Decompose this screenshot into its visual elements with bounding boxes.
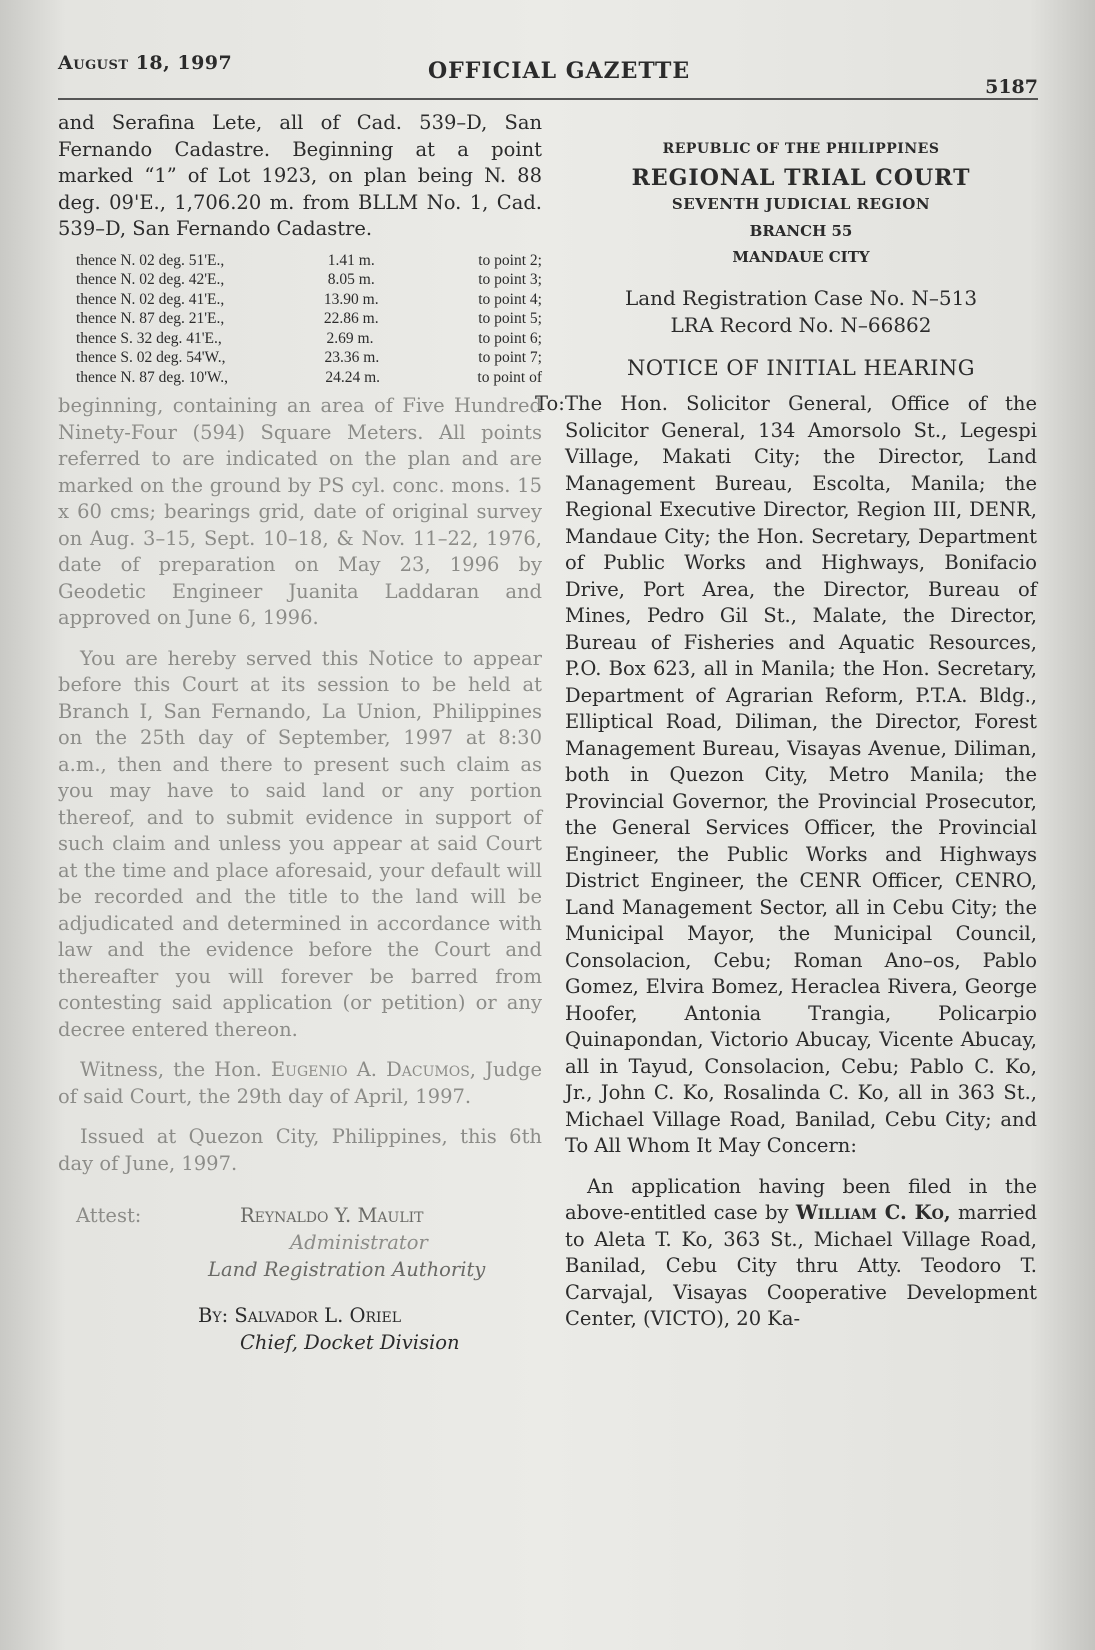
addressees-text: The Hon. Solicitor General, Office of the Solicitor General, 134 Amorsolo St., Legespi Village, Makati City; the Director, Land Management Bureau, Escolta, Manila; the Regional Executive Director, Region III, DENR, Mandaue City; the Hon. Secretary, Department of Public Works and Highways, Bonifacio Drive, Port Area, the Director, Bureau of Mines, Pedro Gil St., Malate, the Director, Bureau of Fisheries and Aquatic Resources, P.O. Box 623, all in Manila; the Hon. Secretary, Department of Agrarian Reform, P.T.A. Bldg., Elliptical Road, Diliman, the Director, Forest Management Bureau, Visayas Avenue, Diliman, both in Quezon City, Metro Manila; the Provincial Governor, the Provincial Prosecutor, the General Services Officer, the Provincial Engineer, the Public Works and Highways District Engineer, the CENR Officer, CENRO, Land Management Sector, all in Cebu City; the Municipal Mayor, the Municipal Council, Consolacion, Cebu; Roman Ano–os, Pablo Gomez, Elvira Bomez, Heraclea Rivera, George Hoofer, Antonia Trangia, Policarpio Quinapondan, Victorio Abucay, Vicente Abucay, all in Tayud, Consolacion, Cebu; Pablo C. Ko, Jr., John C. Ko, Rosalinda C. Ko, all in 363 St., Michael Village Road, Banilad, Cebu City; and To All Whom It May Concern:: [565, 392, 1037, 1157]
signatory-title: Chief, Docket Division: [240, 1331, 460, 1354]
lot-area-description: beginning, containing an area of Five Hundred Ninety-Four (594) Square Meters. All points referred to are indicated on the plan and are marked on the ground by PS cyl. conc. mons. 15 x 60 cms; bearings grid, date of original survey on Aug. 3–15, Sept. 10–18, & Nov. 11–22, 1976, date of preparation on May 23, 1996 by Geodetic Engineer Juanita Laddaran and approved on June 6, 1996.: [58, 394, 542, 629]
bearing-row: [76, 270, 542, 290]
bearing-target: to point 2;: [478, 251, 542, 269]
attestation-block: [58, 1203, 542, 1383]
witness-prefix: Witness, the Hon.: [80, 1058, 262, 1081]
lot-description-opening: and Serafina Lete, all of Cad. 539–D, San Fernando Cadastre. Beginning at a point marked “1” of Lot 1923, on plan being N. 88 deg. 09'E., 1,706.20 m. from BLLM No. 1, Cad. 539–D, San Fernando Cadastre.: [58, 111, 542, 240]
notice-title: NOTICE OF INITIAL HEARING: [626, 355, 976, 380]
bearing-target: to point 5;: [478, 310, 542, 327]
application-prefix: An application having been filed in the above-entitled case by: [565, 1174, 1037, 1224]
header-date: August 18, 1997: [58, 52, 233, 74]
bearing-row: [76, 348, 542, 368]
to-label: To:: [535, 392, 565, 415]
bearing-direction: thence N. 02 deg. 51'E.,: [76, 251, 225, 269]
city-line: MANDAUE CITY: [732, 248, 870, 266]
lra-record: LRA Record No. N–66862: [670, 312, 932, 337]
bearing-target: to point 4;: [478, 290, 542, 308]
bearing-row: [76, 329, 542, 349]
bearing-target: to point 7;: [478, 349, 542, 366]
header-title: OFFICIAL GAZETTE: [428, 58, 691, 84]
right-column: [535, 136, 1037, 1333]
bearing-row: [76, 251, 542, 271]
summons-paragraph: You are hereby served this Notice to appear before this Court at its session to be held at Branch I, San Fernando, La Union, Philippines on the 25th day of September, 1997 at 8:30 a.m., then and there to present such claim as you may have to said land or any portion thereof, and to submit evidence in support of such claim and unless you appear at said Court at the time and place aforesaid, your default will be recorded and the title to the land will be adjudicated and determined in accordance with law and the evidence before the Court and thereafter you will forever be barred from contesting said application (or petition) or any decree entered thereon.: [58, 646, 542, 1041]
application-paragraph: [565, 1174, 1037, 1333]
bearing-distance: 23.36 m.: [324, 349, 380, 366]
bearing-distance: 8.05 m.: [327, 271, 375, 288]
bearing-direction: thence N. 02 deg. 41'E.,: [76, 290, 225, 308]
witness-suffix: Judge of said Court, the 29th day of April, 1997.: [58, 1058, 543, 1108]
bearing-target: to point of: [477, 368, 542, 386]
administrator-title: Administrator: [290, 1231, 428, 1254]
judicial-region: SEVENTH JUDICIAL REGION: [671, 195, 931, 213]
authority-name: Land Registration Authority: [208, 1258, 486, 1281]
bearing-row: [76, 290, 542, 310]
applicant-name: William C. Ko,: [795, 1201, 951, 1224]
bearing-distance: 22.86 m.: [323, 310, 379, 327]
left-column: [58, 110, 542, 1383]
bearing-row: [76, 368, 542, 388]
addressees-block: [535, 391, 1037, 1160]
signatory-line: By: Salvador L. Oriel: [198, 1304, 402, 1327]
court-name: REGIONAL TRIAL COURT: [631, 164, 971, 191]
republic-line: REPUBLIC OF THE PHILIPPINES: [662, 141, 940, 157]
bearing-target: to point 6;: [478, 329, 542, 347]
administrator-name: Reynaldo Y. Maulit: [240, 1204, 424, 1227]
attest-label: Attest:: [76, 1204, 142, 1227]
bearing-distance: 13.90 m.: [323, 290, 379, 308]
bearing-distance: 2.69 m.: [326, 329, 374, 347]
court-heading: [565, 136, 1037, 271]
page-header: [58, 44, 1038, 100]
issued-paragraph: Issued at Quezon City, Philippines, this 6th day of June, 1997.: [58, 1125, 542, 1175]
bearing-direction: thence N. 02 deg. 42'E.,: [76, 271, 225, 288]
bearing-distance: 24.24 m.: [325, 368, 381, 386]
bearing-distance: 1.41 m.: [327, 251, 375, 269]
branch-line: BRANCH 55: [749, 221, 853, 240]
bearings-list: [76, 251, 542, 388]
header-rule: [58, 98, 1038, 100]
judge-name: Eugenio A. Dacumos,: [270, 1058, 476, 1081]
bearing-direction: thence N. 87 deg. 21'E.,: [76, 310, 225, 327]
bearing-direction: thence S. 32 deg. 41'E.,: [76, 329, 222, 347]
application-suffix: married to Aleta T. Ko, 363 St., Michael Village Road, Banilad, Cebu City thru Atty. Teodoro T. Carvajal, Visayas Cooperative Development Center, (VICTO), 20 Ka-: [565, 1201, 1037, 1330]
bearing-target: to point 3;: [478, 271, 542, 288]
bearing-row: [76, 309, 542, 329]
case-info: [565, 285, 1037, 339]
case-number: Land Registration Case No. N–513: [624, 285, 978, 310]
witness-paragraph: [58, 1057, 542, 1110]
page-number: 5187: [985, 76, 1038, 98]
bearing-direction: thence S. 02 deg. 54'W.,: [76, 349, 226, 366]
bearing-direction: thence N. 87 deg. 10'W.,: [76, 368, 229, 386]
